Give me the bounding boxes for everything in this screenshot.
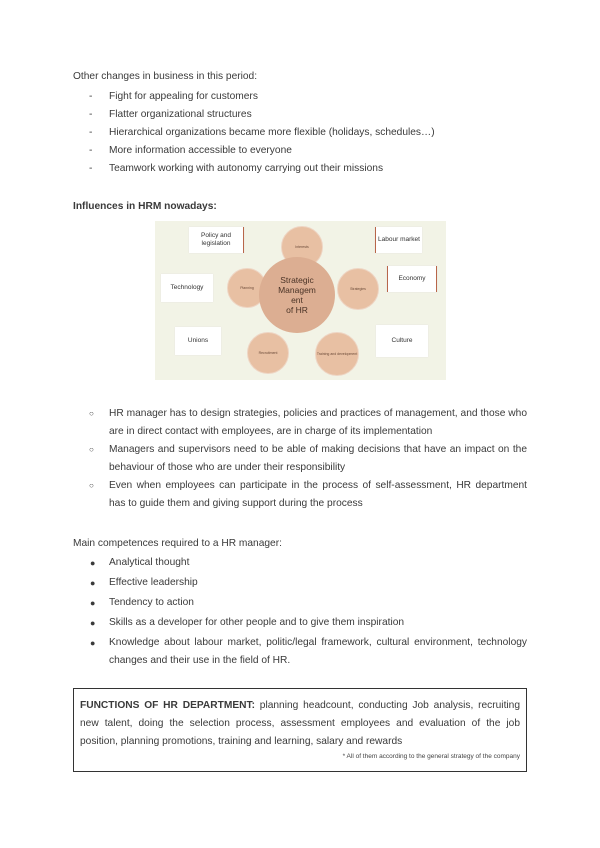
list-item: ○ HR manager has to design strategies, policies and practices of management, and those who are in direct contact with employees, are in charge of its implementation [89, 408, 527, 437]
functions-text: planning headcount, conducting Job analysis, recruiting new talent, doing the selection process, assessment employees and evaluation of the job position, planning promotions, training and learning, salary and rewards [80, 700, 520, 747]
box-economy: Economy [387, 266, 437, 292]
list-item: - Flatter organizational structures [89, 109, 252, 120]
box-labour: Labour market [375, 227, 422, 253]
list-item: ● Tendency to action [90, 597, 194, 608]
center-strategic-management: Strategic Managem ent of HR [259, 257, 335, 333]
list-item: - Hierarchical organizations became more flexible (holidays, schedules…) [89, 127, 435, 138]
box-culture: Culture [376, 325, 428, 357]
circle-strategies: Strategies [337, 268, 379, 310]
list-item: ○ Even when employees can participate in the process of self-assessment, HR department has to guide them and giving support during the process [89, 480, 527, 509]
circle-recruitment: Recruitment [247, 332, 289, 374]
list-item: - Teamwork working with autonomy carrying out their missions [89, 163, 384, 174]
intro-heading: Other changes in business in this period: [73, 71, 258, 82]
functions-note: * All of them according to the general strategy of the company [342, 753, 520, 760]
circle-planning: Planning [227, 268, 267, 308]
influences-heading: Influences in HRM nowadays: [73, 201, 217, 212]
box-policy: Policy and legislation [189, 227, 244, 253]
list-item: ● Knowledge about labour market, politic/legal framework, cultural environment, technology changes and their use in the field of HR. [90, 637, 527, 666]
list-item: ● Effective leadership [90, 577, 198, 588]
box-technology: Technology [161, 274, 213, 302]
circle-interests: Interests [281, 226, 323, 268]
list-item: - More information accessible to everyone [89, 145, 292, 156]
intro-list [89, 88, 529, 178]
box-unions: Unions [175, 327, 221, 355]
list-item: ○ Managers and supervisors need to be able of making decisions that have an impact on the behaviour of those who are under their responsibility [89, 444, 527, 473]
list-item: - Fight for appealing for customers [89, 91, 258, 102]
functions-box [73, 688, 527, 772]
competences-heading: Main competences required to a HR manager: [73, 538, 282, 549]
hrm-influences-diagram [155, 221, 446, 380]
list-item: ● Skills as a developer for other people and to give them inspiration [90, 617, 405, 628]
functions-paragraph [80, 697, 520, 751]
list-item: ● Analytical thought [90, 557, 190, 568]
roles-list [89, 405, 527, 513]
competences-list [89, 554, 527, 670]
circle-training: Training and development [315, 332, 359, 376]
functions-title: FUNCTIONS OF HR DEPARTMENT: [80, 700, 255, 711]
